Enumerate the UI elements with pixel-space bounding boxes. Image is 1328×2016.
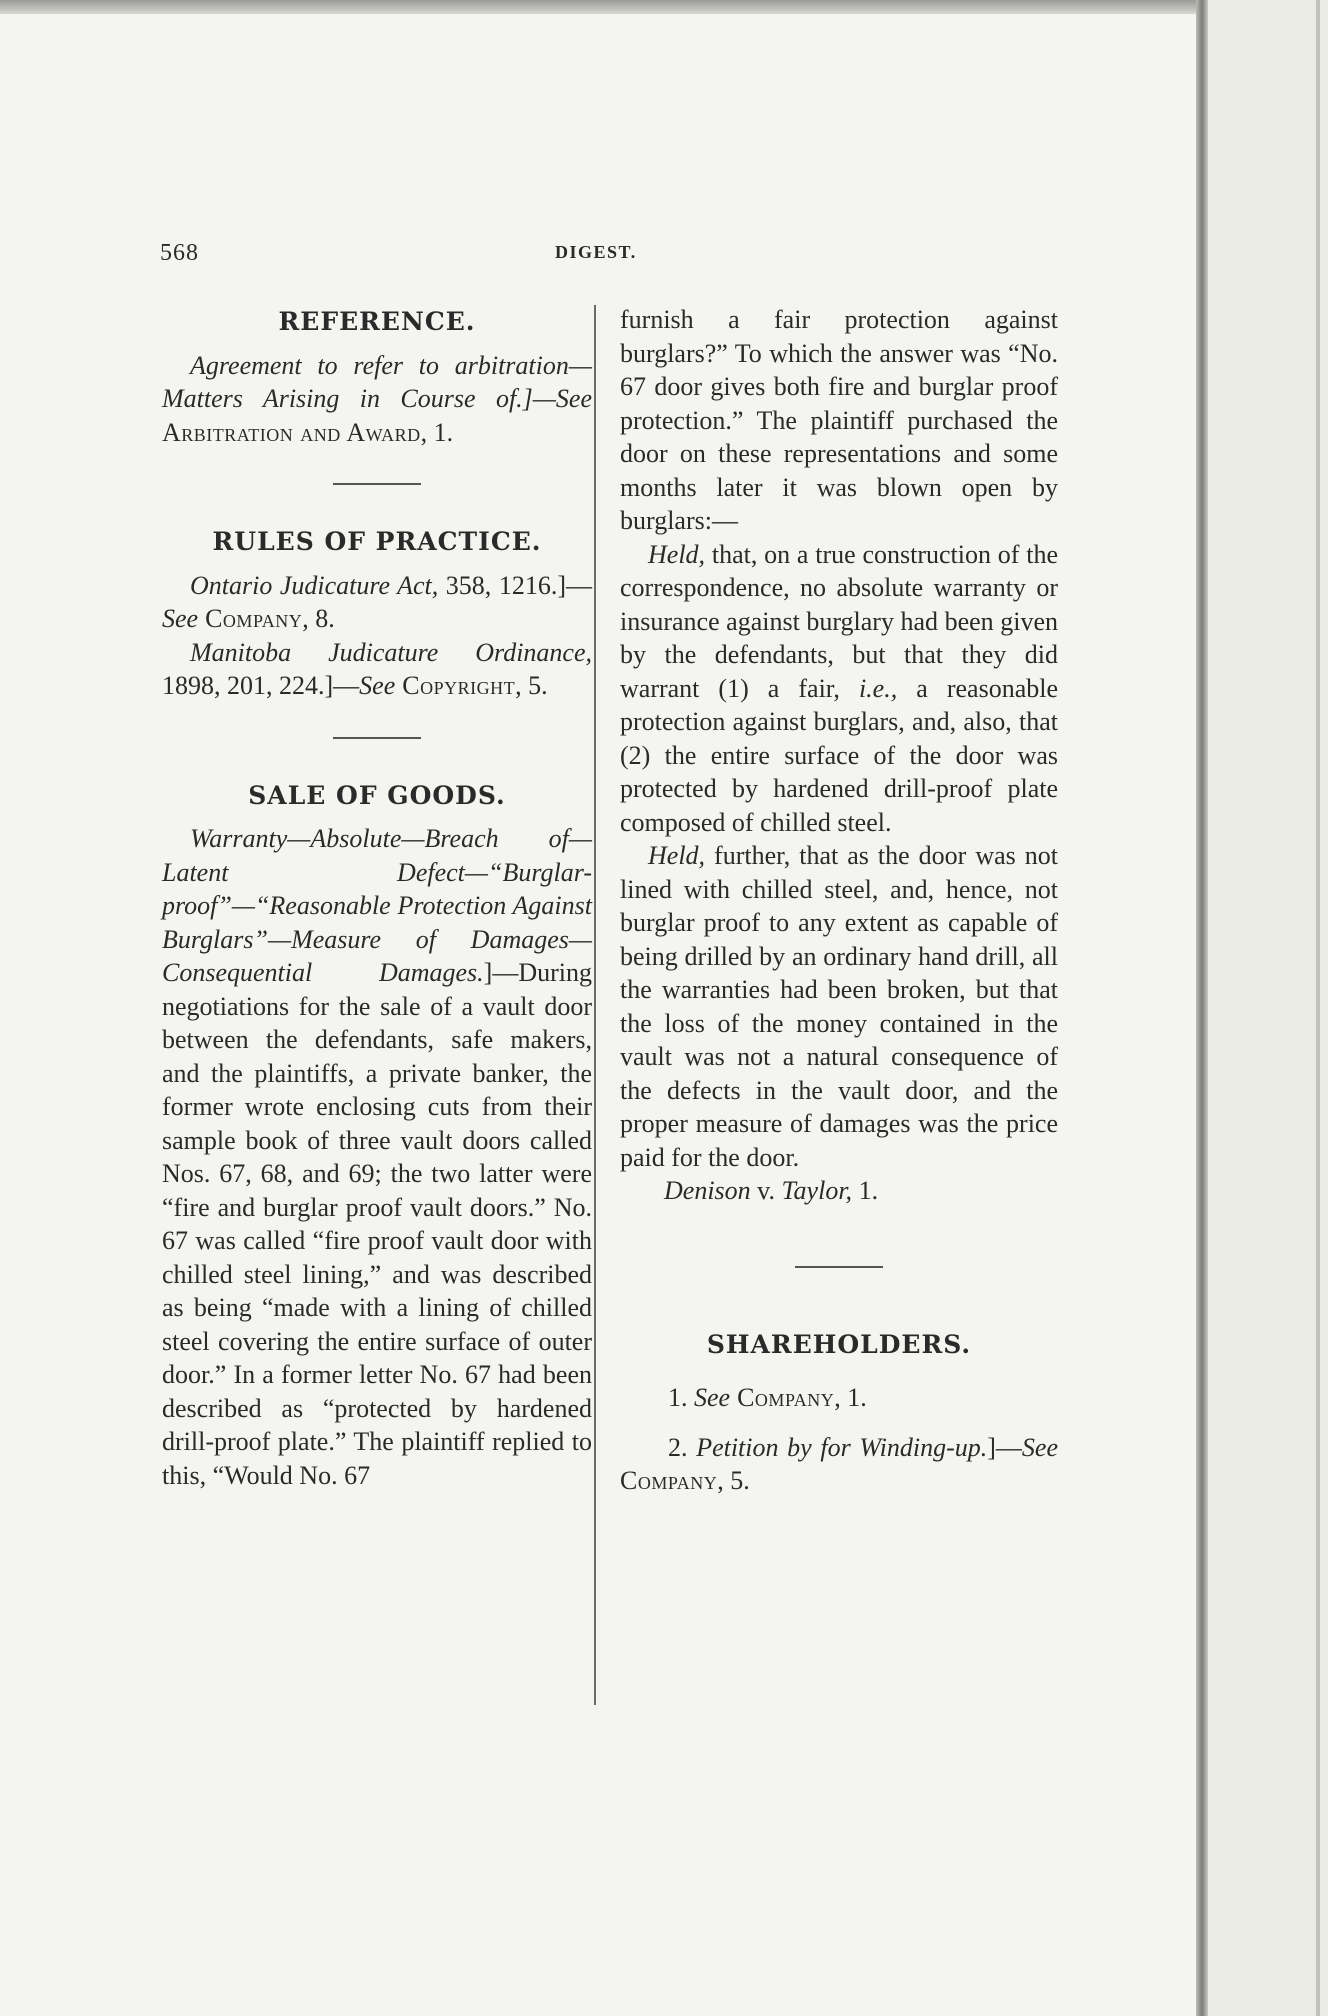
item-1-num: 1. <box>668 1383 694 1412</box>
shareholders-item-1 <box>620 1381 1058 1415</box>
held-1-text-2: a reasonable protection against burglars, and, also, that (2) the entire surface of the door was protected by hardened drill-proof plate composed of chilled steel. <box>620 673 1058 837</box>
right-column <box>620 303 1058 1498</box>
held-1-ie: i.e., <box>858 673 898 703</box>
column-divider <box>594 305 596 1705</box>
rules-entry-2-numbers: 1898, 201, 224.]— <box>162 671 360 700</box>
section-heading-shareholders: SHAREHOLDERS. <box>706 1329 972 1359</box>
item-1-see: See <box>694 1383 731 1412</box>
sale-continuation: furnish a fair protection against burglars?” To which the answer was “No. 67 door gives both fire and burglar proof protection.” The plaintiff purchased the door on these representations and some months later it was blown open by burglars:— <box>620 305 1058 535</box>
section-rule <box>795 1266 883 1268</box>
section-heading-reference: REFERENCE. <box>278 307 476 336</box>
held-2-text: further, that as the door was not lined with chilled steel, and, hence, not burglar proof to any extent as capable of being drilled by an ordinary hand drill, all the warranties had been broken, but that the loss of the money contained in the vault was not a natural consequence of the defects in the vault door, and the proper measure of damages was the price paid for the door. <box>620 841 1058 1172</box>
rules-entry-2-italic: Manitoba Judicature Ordinance, <box>190 637 592 667</box>
section-rule <box>333 483 421 485</box>
shareholders-item-2 <box>620 1431 1058 1498</box>
item-2-italic: Petition by for Winding-up. <box>696 1432 988 1462</box>
held-1-italic: Held, <box>648 539 706 569</box>
sale-entry <box>162 822 592 1492</box>
rules-entry-1-target: Company <box>198 604 303 633</box>
adjacent-page-edge <box>1316 0 1320 2016</box>
rules-entry-1-numbers: 358, 1216.]— <box>438 570 592 600</box>
reference-number: , 1. <box>420 417 454 447</box>
book-spine <box>1196 0 1208 2016</box>
rules-entry-2-see: See <box>359 671 396 700</box>
section-rule <box>333 737 421 739</box>
held-paragraph-2 <box>620 839 1058 1174</box>
rules-entry-2-num: , 5. <box>515 671 548 700</box>
page-top-edge <box>0 0 1200 14</box>
left-column <box>162 305 592 1492</box>
item-2-see: See <box>1021 1432 1059 1462</box>
item-2-target: Company <box>620 1466 718 1495</box>
case-v: v. <box>750 1176 782 1205</box>
section-heading-rules: RULES OF PRACTICE. <box>212 527 542 556</box>
held-1-text: that, on a true construction of the correspondence, no absolute warranty or insurance against burglary had been given by the defendants, but that they did warrant (1) a fair, <box>620 539 1058 703</box>
item-1-tail: , 1. <box>834 1383 867 1412</box>
sale-body: ]—During negotiations for the sale of a vault door between the defendants, safe makers, and the plaintiffs, a private banker, the former wrote enclosing cuts from their sample book of three vault doors called Nos. 67, 68, and 69; the two latter were “fire and burglar proof vault doors.” No. 67 was called “fire proof vault door with chilled steel lining,” and was described as being “made with a lining of chilled steel covering the entire surface of outer door.” In a former letter No. 67 had been described as “protected by hardened drill-proof plate.” The plaintiff replied to this, “Would No. 67 <box>162 958 592 1490</box>
running-head: DIGEST. <box>555 242 637 262</box>
case-number: 1. <box>852 1176 879 1205</box>
item-2-num: 2. <box>668 1432 697 1462</box>
item-1-target: Company <box>730 1383 835 1412</box>
page-header <box>0 240 1200 280</box>
reference-target: Arbitration and Award <box>162 417 421 447</box>
sale-italic: Warranty—Absolute—Breach of—Latent Defect—“Burglar-proof”—“Reasonable Protection Against Burglars”—Measure of Damages—Consequential Damages. <box>162 824 592 987</box>
adjacent-page <box>1208 0 1328 2016</box>
case-defendant: Taylor, <box>781 1176 853 1205</box>
rules-entry-2 <box>162 636 592 703</box>
rules-entry-2-target: Copyright <box>395 671 516 700</box>
held-2-italic: Held, <box>648 841 706 870</box>
reference-entry <box>162 349 592 450</box>
rules-entry-1-see: See <box>162 604 199 633</box>
item-2-tail: , 5. <box>717 1466 750 1495</box>
case-citation <box>620 1174 1058 1208</box>
rules-entry-1-num: , 8. <box>302 604 335 633</box>
reference-italic: Agreement to refer to arbitration—Matters Arising in Course of. <box>162 350 592 413</box>
rules-entry-1-italic: Ontario Judicature Act, <box>190 570 439 600</box>
case-plaintiff: Denison <box>664 1176 751 1205</box>
item-2-mid: ]— <box>987 1432 1022 1462</box>
rules-entry-1 <box>162 569 592 636</box>
reference-see: ]—See <box>522 384 592 413</box>
section-heading-sale: SALE OF GOODS. <box>248 780 506 810</box>
held-paragraph-1 <box>620 538 1058 840</box>
page-number: 568 <box>160 240 199 266</box>
